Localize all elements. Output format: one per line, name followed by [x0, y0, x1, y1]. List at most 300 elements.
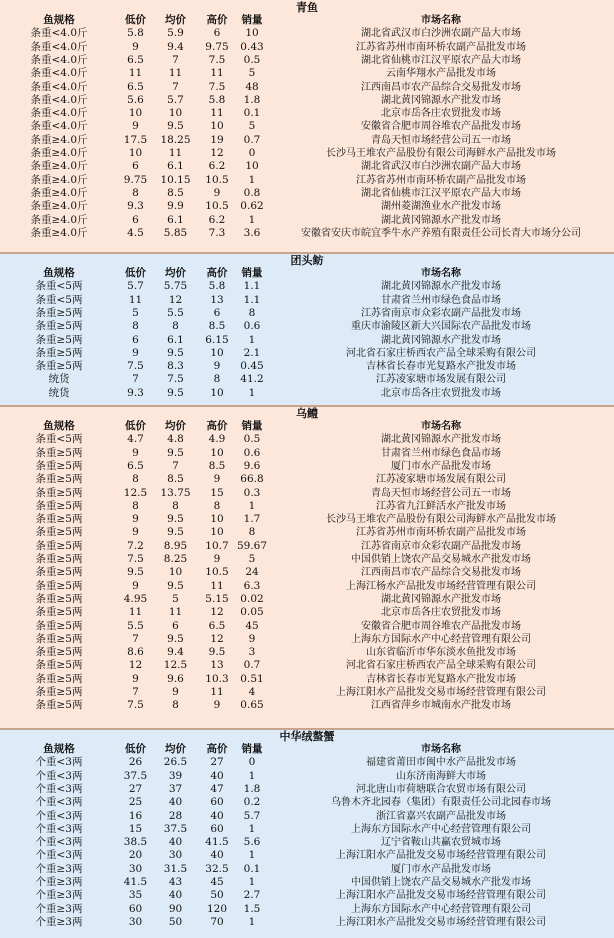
- table-row: [0, 673, 614, 686]
- table-cell: 浙江省嘉兴农副产品批发市场: [376, 810, 506, 822]
- table-cell: 青岛天恒市场经营公司五一市场: [371, 134, 511, 146]
- header-cell: 均价: [165, 14, 186, 26]
- table-cell: 9.5: [167, 346, 184, 359]
- table-cell: 湖北黄冈锦源水产批发市场: [381, 434, 501, 446]
- table-cell: 11: [210, 67, 224, 80]
- table-cell: 8: [172, 699, 179, 712]
- table-row: [0, 387, 614, 400]
- table-cell: 11: [168, 67, 183, 80]
- table-cell: 重庆市渝陵区新大兴国际农产品批发市场: [351, 321, 531, 333]
- table-cell: 条重≥5两: [35, 526, 83, 539]
- header-cell: 高价: [206, 14, 228, 26]
- header-cell: 鱼规格: [43, 14, 75, 26]
- table-cell: 11: [210, 686, 224, 698]
- table-cell: 江苏省九江鲜活水产批发市场: [376, 500, 506, 512]
- table-cell: 0.51: [240, 672, 264, 685]
- table-cell: 5.8: [208, 280, 226, 293]
- table-cell: 条重≥5两: [35, 566, 83, 579]
- table-cell: 1.8: [243, 93, 261, 106]
- table-cell: 条重≥5两: [35, 579, 83, 592]
- table-cell: 10.5: [205, 200, 229, 213]
- table-cell: 个重<3两: [35, 849, 83, 862]
- table-cell: 37.5: [123, 769, 148, 782]
- table-cell: 上海东方国际水产中心经营管理有限公司: [351, 903, 531, 915]
- table-cell: 山东济南海鲜大市场: [396, 770, 486, 782]
- table-row: [0, 633, 614, 646]
- table-cell: 河北唐山市荷塘联合农贸市场有限公司: [356, 783, 526, 795]
- table-cell: 9: [213, 473, 221, 486]
- table-cell: 湖北黄冈锦源水产批发市场: [381, 281, 501, 293]
- table-cell: 2.7: [243, 889, 261, 902]
- table-cell: 5.8: [208, 93, 226, 106]
- table-cell: 8.6: [127, 646, 144, 659]
- table-row: [0, 460, 614, 473]
- table-cell: 9: [132, 672, 139, 685]
- table-cell: 9.5: [127, 566, 144, 579]
- table-cell: 条重<4.0斤: [30, 67, 88, 80]
- table-cell: 个重<3两: [35, 769, 83, 782]
- table-cell: 9: [132, 40, 139, 53]
- table-row: [0, 659, 614, 672]
- table-cell: 厦门市水产品批发市场: [391, 863, 491, 875]
- table-cell: 安徽省合肥市周谷堆农产品批发市场: [361, 620, 521, 632]
- table-cell: 上海东方国际水产中心经营管理有限公司: [351, 633, 531, 645]
- table-cell: 1: [248, 822, 256, 835]
- table-cell: 40: [210, 809, 224, 822]
- table-cell: 0.05: [240, 606, 264, 619]
- table-cell: 安徽省合肥市周谷堆农产品批发市场: [361, 121, 521, 133]
- table-cell: 9: [132, 579, 139, 592]
- table-cell: 条重≥5两: [35, 499, 83, 512]
- table-row: [0, 433, 614, 446]
- table-row: [0, 487, 614, 500]
- table-cell: 8.5: [208, 320, 226, 333]
- table-cell: 4.5: [127, 226, 144, 239]
- table-cell: 统货: [48, 373, 70, 386]
- table-cell: 9: [132, 346, 139, 359]
- table-cell: 5: [248, 553, 256, 565]
- table-cell: 9.5: [167, 446, 184, 459]
- table-cell: 7.5: [127, 553, 144, 565]
- table-row: [0, 836, 614, 849]
- table-cell: 条重<4.0斤: [30, 93, 88, 106]
- table-row: [0, 566, 614, 579]
- table-cell: 条重≥5两: [35, 306, 83, 319]
- table-cell: 41.2: [240, 373, 264, 386]
- table-cell: 10.7: [205, 539, 229, 552]
- table-cell: 10: [128, 107, 143, 120]
- table-row: [0, 500, 614, 513]
- table-cell: 6: [213, 306, 221, 319]
- table-row: [0, 783, 614, 796]
- table-row: [0, 280, 614, 293]
- header-cell: 低价: [125, 743, 146, 755]
- table-row: [0, 513, 614, 526]
- table-cell: 6.5: [127, 80, 144, 93]
- table-cell: 4: [248, 686, 256, 698]
- table-cell: 湖北省仙桃市江汉平原农产品大市场: [361, 54, 521, 66]
- table-cell: 中国供销上饶农产品交易城水产批发市场: [351, 554, 531, 565]
- table-row: [0, 447, 614, 460]
- table-cell: 江苏省南京市众彩农副产品批发市场: [361, 540, 521, 552]
- table-cell: 北京市岳各庄农贸批发市场: [381, 108, 501, 120]
- table-cell: 40: [210, 769, 224, 782]
- table-cell: 个重<3两: [35, 796, 83, 809]
- table-cell: 乌鲁木齐北园春（集团）有限责任公司北园春市场: [331, 797, 551, 809]
- header-cell: 销量: [241, 743, 263, 755]
- table-row: [0, 876, 614, 889]
- header-cell: 市场名称: [421, 421, 461, 432]
- section-3: [0, 406, 614, 729]
- table-row: [0, 334, 614, 347]
- table-cell: 31.5: [163, 862, 188, 875]
- table-cell: 江西省萍乡市城南水产批发市场: [371, 700, 511, 712]
- table-row: [0, 916, 614, 929]
- table-cell: 47: [210, 782, 224, 795]
- table-cell: 8.3: [167, 360, 184, 373]
- table-cell: 0.65: [240, 699, 264, 712]
- table-cell: 8: [132, 186, 139, 199]
- table-row: [0, 823, 614, 836]
- table-row: [0, 770, 614, 783]
- table-cell: 13: [210, 659, 224, 672]
- table-row: [0, 849, 614, 862]
- table-cell: 条重≥5两: [35, 659, 83, 672]
- table-cell: 0.5: [243, 433, 261, 446]
- header-cell: 均价: [165, 267, 186, 279]
- table-cell: 9: [132, 513, 139, 526]
- table-cell: 7: [132, 373, 139, 386]
- table-cell: 10: [210, 513, 224, 526]
- table-cell: 条重≥5两: [35, 333, 83, 346]
- table-cell: 8: [213, 499, 221, 512]
- table-row: [0, 174, 614, 187]
- table-cell: 条重≥5两: [35, 632, 83, 645]
- table-cell: 1: [248, 386, 256, 399]
- table-cell: 10: [210, 526, 224, 539]
- table-cell: 7.5: [167, 373, 184, 386]
- table-cell: 条重≥4.0斤: [30, 226, 88, 239]
- table-row: [0, 360, 614, 373]
- header-cell: 销量: [241, 267, 263, 279]
- table-cell: 10: [210, 120, 224, 133]
- table-cell: 6: [132, 160, 139, 173]
- table-cell: 条重≥4.0斤: [30, 160, 88, 173]
- table-cell: 6.1: [167, 160, 184, 173]
- table-cell: 条重<4.0斤: [30, 53, 88, 66]
- table-row: [0, 200, 614, 213]
- table-cell: 5.6: [127, 93, 144, 106]
- table-row: [0, 606, 614, 619]
- table-cell: 9: [248, 632, 256, 645]
- table-cell: 安徽省安庆市皖宜季牛水产养殖有限责任公司长青大市场分公司: [301, 227, 581, 239]
- table-cell: 10: [168, 566, 183, 579]
- table-cell: 5.7: [167, 93, 184, 106]
- header-cell: 鱼规格: [43, 743, 75, 755]
- table-cell: 甘肃省兰州市绿色食品市场: [381, 447, 501, 459]
- table-cell: 条重≥5两: [35, 553, 83, 565]
- header-cell: 高价: [206, 743, 228, 755]
- table-cell: 12: [168, 293, 183, 306]
- table-cell: 5: [248, 120, 256, 133]
- table-cell: 9: [132, 526, 139, 539]
- table-cell: 11: [128, 67, 143, 80]
- table-cell: 39: [168, 769, 183, 782]
- table-cell: 江苏省南京市众彩农副产品批发市场: [361, 307, 521, 319]
- table-row: [0, 120, 614, 133]
- table-cell: 37: [168, 782, 183, 795]
- table-row: [0, 526, 614, 539]
- header-cell: 销量: [241, 420, 263, 432]
- table-cell: 5.75: [163, 280, 188, 293]
- table-cell: 5.85: [163, 226, 188, 239]
- table-cell: 0.6: [243, 320, 261, 333]
- table-cell: 条重≥5两: [35, 486, 83, 499]
- table-cell: 4.9: [208, 433, 226, 446]
- table-header: [0, 743, 614, 756]
- table-cell: 条重≥5两: [35, 360, 83, 373]
- table-cell: 45: [210, 876, 224, 888]
- table-cell: 41.5: [123, 876, 148, 888]
- table-cell: 10.5: [205, 566, 229, 579]
- table-cell: 6.5: [208, 619, 226, 632]
- table-cell: 9: [213, 553, 221, 565]
- table-cell: 3.6: [243, 226, 261, 239]
- table-cell: 6: [213, 27, 221, 40]
- table-cell: 5: [248, 67, 256, 80]
- header-cell: 高价: [206, 420, 228, 432]
- header-cell: 市场名称: [421, 15, 461, 26]
- table-cell: 条重≥4.0斤: [30, 200, 88, 213]
- table-cell: 上海东方国际水产中心经营管理有限公司: [351, 823, 531, 835]
- table-cell: 个重<3两: [35, 809, 83, 822]
- table-cell: 0.3: [243, 486, 261, 499]
- table-cell: 条重<5两: [35, 280, 83, 293]
- table-cell: 35: [128, 889, 143, 902]
- table-cell: 30: [128, 862, 143, 875]
- table-cell: 12: [210, 147, 224, 159]
- table-cell: 3: [248, 646, 256, 659]
- table-cell: 4.7: [127, 433, 144, 446]
- header-cell: 鱼规格: [43, 420, 75, 432]
- table-cell: 1.5: [243, 902, 261, 915]
- table-cell: 6: [132, 333, 139, 346]
- header-cell: 低价: [125, 267, 146, 279]
- table-cell: 上海江阳水产品批发交易市场经营管理有限公司: [336, 850, 546, 862]
- table-cell: 9.3: [127, 200, 144, 213]
- table-cell: 6.5: [127, 53, 144, 66]
- table-cell: 条重<4.0斤: [30, 120, 88, 133]
- table-header: [0, 14, 614, 27]
- table-cell: 0.8: [243, 186, 261, 199]
- table-cell: 24: [245, 566, 259, 579]
- table-cell: 1: [248, 915, 256, 928]
- table-cell: 28: [168, 809, 183, 822]
- table-cell: 北京市岳各庄农贸批发市场: [381, 387, 501, 399]
- table-cell: 9.5: [167, 513, 184, 526]
- table-row: [0, 889, 614, 902]
- table-cell: 0: [248, 147, 256, 159]
- table-cell: 12.5: [163, 659, 188, 672]
- table-cell: 江西南昌市农产品综合交易批发市场: [361, 81, 521, 93]
- table-cell: 1: [248, 849, 256, 862]
- table-cell: 0.7: [243, 659, 261, 672]
- table-cell: 5: [172, 592, 179, 605]
- table-cell: 16: [128, 809, 143, 822]
- table-header: [0, 420, 614, 433]
- table-cell: 条重≥4.0斤: [30, 173, 88, 186]
- table-cell: 条重<5两: [35, 433, 83, 446]
- table-cell: 上海江阳水产品批发交易市场经营管理有限公司: [336, 687, 546, 698]
- table-row: [0, 580, 614, 593]
- table-cell: 6.1: [167, 333, 184, 346]
- table-row: [0, 863, 614, 876]
- table-cell: 0.6: [243, 446, 261, 459]
- table-row: [0, 54, 614, 67]
- table-cell: 25: [128, 796, 143, 809]
- table-cell: 个重<3两: [35, 822, 83, 835]
- table-cell: 11: [128, 293, 143, 306]
- table-row: [0, 593, 614, 606]
- header-cell: 低价: [125, 14, 146, 26]
- table-cell: 12.5: [123, 486, 148, 499]
- table-cell: 41.5: [205, 836, 229, 849]
- table-cell: 长沙马王堆农产品股份有限公司海鲜水产品批发市场: [326, 148, 556, 159]
- table-cell: 9.75: [205, 40, 229, 53]
- table-cell: 条重≥5两: [35, 686, 83, 698]
- table-cell: 5.8: [127, 27, 144, 40]
- header-cell: 均价: [165, 743, 186, 755]
- table-row: [0, 686, 614, 699]
- table-cell: 条重≥5两: [35, 346, 83, 359]
- table-cell: 9: [132, 120, 139, 133]
- table-cell: 1.7: [243, 513, 261, 526]
- table-cell: 26.5: [163, 756, 188, 769]
- table-cell: 10: [210, 346, 224, 359]
- table-cell: 个重≥3两: [35, 862, 83, 875]
- table-cell: 条重<4.0斤: [30, 40, 88, 53]
- table-cell: 河北省石家庄桥西农产品全球采购有限公司: [346, 660, 536, 672]
- table-cell: 1: [248, 213, 256, 226]
- table-cell: 48: [245, 80, 259, 93]
- table-cell: 上海江阳水产品批发交易市场经营管理有限公司: [336, 890, 546, 902]
- table-cell: 60: [210, 822, 224, 835]
- table-cell: 条重≥4.0斤: [30, 213, 88, 226]
- table-cell: 10.5: [205, 173, 229, 186]
- table-cell: 9.6: [243, 459, 261, 472]
- table-cell: 7: [172, 53, 179, 66]
- table-cell: 8: [248, 306, 256, 319]
- table-cell: 9.5: [167, 386, 184, 399]
- table-cell: 7: [132, 632, 139, 645]
- section-4: [0, 729, 614, 938]
- table-cell: 26: [128, 756, 143, 769]
- header-cell: 市场名称: [421, 744, 461, 755]
- table-row: [0, 553, 614, 566]
- table-cell: 厦门市水产品批发市场: [391, 460, 491, 472]
- section-1: [0, 0, 614, 253]
- table-cell: 条重≥5两: [35, 619, 83, 632]
- table-cell: 11: [168, 147, 183, 159]
- table-cell: 1: [248, 173, 256, 186]
- table-cell: 条重<4.0斤: [30, 80, 88, 93]
- table-cell: 10: [210, 386, 224, 399]
- table-cell: 7.5: [208, 80, 226, 93]
- table-row: [0, 347, 614, 360]
- table-cell: 1: [248, 876, 256, 888]
- table-cell: 甘肃省兰州市绿色食品市场: [381, 294, 501, 306]
- table-cell: 条重≥5两: [35, 320, 83, 333]
- table-cell: 条重≥5两: [35, 699, 83, 712]
- table-cell: 条重≥5两: [35, 513, 83, 526]
- table-row: [0, 810, 614, 823]
- table-cell: 条重≥4.0斤: [30, 186, 88, 199]
- section-divider: [0, 728, 614, 730]
- table-row: [0, 756, 614, 769]
- table-cell: 38.5: [123, 836, 148, 849]
- table-cell: 9: [132, 446, 139, 459]
- table-cell: 湖北省武汉市白沙洲农副产品大市场: [361, 161, 521, 173]
- table-cell: 6.3: [243, 579, 261, 592]
- table-cell: 0.62: [240, 200, 264, 213]
- table-cell: 12: [210, 606, 224, 619]
- table-row: [0, 699, 614, 712]
- table-cell: 7.5: [127, 360, 144, 373]
- table-cell: 0.45: [240, 360, 264, 373]
- table-cell: 70: [210, 915, 224, 928]
- table-cell: 北京市岳各庄农贸批发市场: [381, 607, 501, 619]
- table-cell: 50: [210, 889, 224, 902]
- table-cell: 1: [248, 769, 256, 782]
- table-cell: 8: [172, 499, 179, 512]
- table-row: [0, 796, 614, 809]
- table-row: [0, 473, 614, 486]
- table-row: [0, 307, 614, 320]
- table-cell: 0.7: [243, 133, 261, 146]
- table-cell: 13.75: [160, 486, 191, 499]
- table-cell: 10: [168, 107, 183, 120]
- table-cell: 0.02: [240, 592, 264, 605]
- table-cell: 0.1: [243, 862, 261, 875]
- table-cell: 1: [248, 499, 256, 512]
- table-cell: 40: [210, 849, 224, 862]
- table-cell: 7: [172, 80, 179, 93]
- table-cell: 江苏凌家塘市场发展有限公司: [376, 474, 506, 486]
- table-cell: 30: [168, 849, 183, 862]
- table-cell: 湖北黄冈锦源水产批发市场: [381, 214, 501, 226]
- table-cell: 湖北黄冈锦源水产批发市场: [381, 593, 501, 605]
- header-cell: 低价: [125, 420, 146, 432]
- table-row: [0, 67, 614, 80]
- table-cell: 湖州菱湖渔业水产批发市场: [381, 201, 501, 213]
- table-cell: 13: [210, 293, 224, 306]
- table-cell: 9.5: [167, 120, 184, 133]
- table-cell: 0.43: [240, 40, 264, 53]
- table-cell: 120: [206, 902, 228, 915]
- table-row: [0, 160, 614, 173]
- table-cell: 条重≥5两: [35, 473, 83, 486]
- table-cell: 条重≥5两: [35, 446, 83, 459]
- table-cell: 8.95: [163, 539, 188, 552]
- table-cell: 辽宁省鞍山共赢农贸城市场: [381, 837, 501, 849]
- table-cell: 1.8: [243, 782, 261, 795]
- table-cell: 11: [210, 107, 224, 120]
- table-cell: 上海江杨水产品批发市场经营管理有限公司: [346, 580, 536, 592]
- table-cell: 15: [210, 486, 224, 499]
- table-cell: 9: [172, 686, 179, 698]
- table-cell: 个重<3两: [35, 782, 83, 795]
- table-row: [0, 620, 614, 633]
